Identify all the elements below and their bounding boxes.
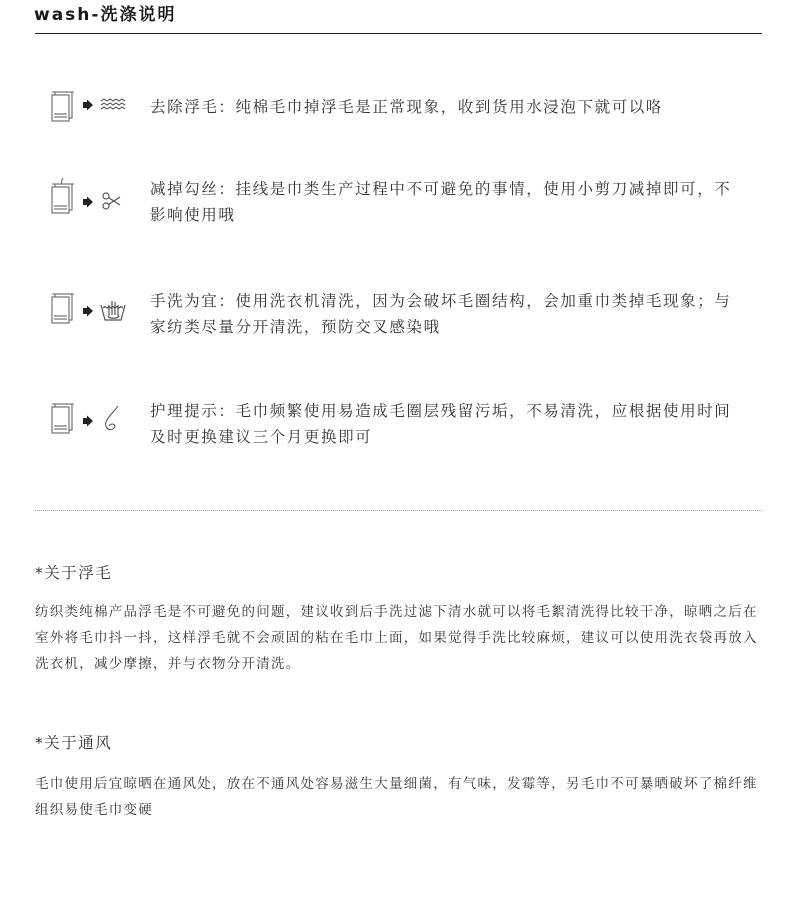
thread-icon: [100, 404, 124, 436]
towel-icon: [48, 178, 78, 218]
tip-text: 手洗为宜：使用洗衣机清洗，因为会破坏毛圈结构，会加重巾类掉毛现象；与家纺类尽量分开清洗，预防交叉感染哦: [150, 292, 732, 336]
tip-icons: [48, 288, 138, 328]
tip-icons: [48, 398, 138, 438]
section-divider: [35, 510, 762, 511]
tip-text: 去除浮毛：纯棉毛巾掉浮毛是正常现象，收到货用水浸泡下就可以咯: [150, 98, 664, 116]
arrow-right-icon: [82, 415, 94, 427]
section-body: 纺织类纯棉产品浮毛是不可避免的问题，建议收到后手洗过滤下清水就可以将毛絮清洗得比较干净，晾晒之后在室外将毛巾抖一抖，这样浮毛就不会顽固的粘在毛巾上面，如果觉得手洗比较麻烦，建议可以使用洗衣袋再放入洗衣机，减少摩擦，并与衣物分开清洗。: [35, 604, 758, 672]
towel-icon: [48, 288, 78, 328]
page-title: wash-洗涤说明: [34, 5, 177, 25]
arrow-right-icon: [82, 196, 94, 208]
arrow-right-icon: [82, 99, 94, 111]
hand-wash-icon: [99, 296, 127, 324]
arrow-right-icon: [82, 305, 94, 317]
section-body: 毛巾使用后宜晾晒在通风处，放在不通风处容易滋生大量细菌，有气味，发霉等，另毛巾不可暴晒破坏了棉纤维组织易使毛巾变硬: [35, 776, 758, 818]
towel-icon: [48, 398, 78, 438]
waves-icon: [99, 96, 127, 114]
tip-text: 护理提示：毛巾频繁使用易造成毛圈层残留污垢，不易清洗，应根据使用时间及时更换建议三个月更换即可: [150, 402, 732, 446]
section-heading: *关于通风: [35, 734, 113, 752]
header-divider: [35, 33, 762, 34]
tip-text: 减掉勾丝：挂线是巾类生产过程中不可避免的事情，使用小剪刀减掉即可，不影响使用哦: [150, 180, 732, 224]
tip-icons: [48, 86, 138, 126]
towel-icon: [48, 86, 78, 126]
section-heading: *关于浮毛: [35, 564, 113, 582]
scissors-icon: [101, 189, 123, 213]
tip-icons: [48, 176, 138, 216]
